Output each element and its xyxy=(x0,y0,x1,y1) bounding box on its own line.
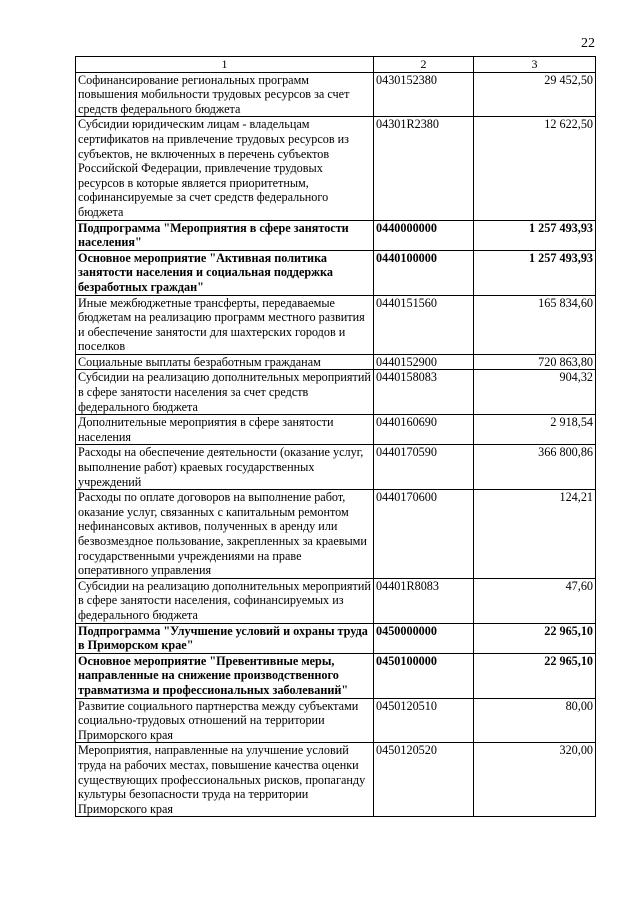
row-amount-cell: 366 800,86 xyxy=(474,445,596,490)
row-amount-cell: 124,21 xyxy=(474,490,596,579)
row-code-cell: 0440160690 xyxy=(374,415,474,445)
row-code-cell: 0450100000 xyxy=(374,653,474,698)
table-row xyxy=(76,295,596,354)
row-name-cell: Социальные выплаты безработным гражданам xyxy=(76,354,374,370)
table-row xyxy=(76,743,596,817)
table-row xyxy=(76,698,596,743)
table-row xyxy=(76,415,596,445)
table-row xyxy=(76,220,596,250)
row-code-cell: 0440151560 xyxy=(374,295,474,354)
row-amount-cell: 904,32 xyxy=(474,370,596,415)
row-code-cell: 0440100000 xyxy=(374,250,474,295)
row-name-cell: Софинансирование региональных программ повышения мобильности трудовых ресурсов за счет средств федерального бюджета xyxy=(76,72,374,117)
row-code-cell: 0450120520 xyxy=(374,743,474,817)
column-header-3: 3 xyxy=(474,57,596,73)
row-amount-cell: 320,00 xyxy=(474,743,596,817)
row-name-cell: Дополнительные мероприятия в сфере занятости населения xyxy=(76,415,374,445)
row-name-cell: Развитие социального партнерства между субъектами социально-трудовых отношений на территории Приморского края xyxy=(76,698,374,743)
row-name-cell: Подпрограмма "Мероприятия в сфере занятости населения" xyxy=(76,220,374,250)
table-header-row xyxy=(76,57,596,73)
table-row xyxy=(76,72,596,117)
row-amount-cell: 720 863,80 xyxy=(474,354,596,370)
row-code-cell: 0440158083 xyxy=(374,370,474,415)
table-row xyxy=(76,490,596,579)
table-row xyxy=(76,370,596,415)
row-name-cell: Расходы на обеспечение деятельности (оказание услуг, выполнение работ) краевых государственных учреждений xyxy=(76,445,374,490)
column-header-1: 1 xyxy=(76,57,374,73)
row-amount-cell: 29 452,50 xyxy=(474,72,596,117)
row-code-cell: 0430152380 xyxy=(374,72,474,117)
table-row xyxy=(76,623,596,653)
row-code-cell: 04301R2380 xyxy=(374,117,474,220)
row-code-cell: 0440170590 xyxy=(374,445,474,490)
row-name-cell: Субсидии на реализацию дополнительных мероприятий в сфере занятости населения, софинансируемых из федерального бюджета xyxy=(76,578,374,623)
row-name-cell: Подпрограмма "Улучшение условий и охраны труда в Приморском крае" xyxy=(76,623,374,653)
table-row xyxy=(76,354,596,370)
column-header-2: 2 xyxy=(374,57,474,73)
table-row xyxy=(76,117,596,220)
table-row xyxy=(76,653,596,698)
table-row xyxy=(76,445,596,490)
row-name-cell: Субсидии на реализацию дополнительных мероприятий в сфере занятости населения за счет средств федерального бюджета xyxy=(76,370,374,415)
row-code-cell: 0440152900 xyxy=(374,354,474,370)
row-code-cell: 0440170600 xyxy=(374,490,474,579)
row-amount-cell: 22 965,10 xyxy=(474,653,596,698)
row-name-cell: Субсидии юридическим лицам - владельцам сертификатов на привлечение трудовых ресурсов из субъектов, не включенных в перечень субъектов Российской Федерации, привлечение трудовых ресурсов в которые является приоритетным, софинансируемые за счет средств федерального бюджета xyxy=(76,117,374,220)
row-amount-cell: 2 918,54 xyxy=(474,415,596,445)
table-row xyxy=(76,250,596,295)
page-number: 22 xyxy=(581,36,595,51)
row-amount-cell: 47,60 xyxy=(474,578,596,623)
row-code-cell: 0450000000 xyxy=(374,623,474,653)
row-code-cell: 0450120510 xyxy=(374,698,474,743)
row-amount-cell: 22 965,10 xyxy=(474,623,596,653)
row-name-cell: Расходы по оплате договоров на выполнение работ, оказание услуг, связанных с капитальным ремонтом нефинансовых активов, полученных в аренду или безвозмездное пользование, закрепленных за краевыми государственными учреждениями на праве оперативного управления xyxy=(76,490,374,579)
row-name-cell: Иные межбюджетные трансферты, передаваемые бюджетам на реализацию программ местного развития и обеспечение занятости для шахтерских городов и поселков xyxy=(76,295,374,354)
row-name-cell: Основное мероприятие "Активная политика занятости населения и социальная поддержка безработных граждан" xyxy=(76,250,374,295)
row-amount-cell: 1 257 493,93 xyxy=(474,220,596,250)
row-amount-cell: 1 257 493,93 xyxy=(474,250,596,295)
budget-table xyxy=(75,56,596,817)
table-row xyxy=(76,578,596,623)
row-amount-cell: 80,00 xyxy=(474,698,596,743)
row-code-cell: 04401R8083 xyxy=(374,578,474,623)
row-code-cell: 0440000000 xyxy=(374,220,474,250)
row-name-cell: Мероприятия, направленные на улучшение условий труда на рабочих местах, повышение качества оценки существующих профессиональных рисков, пропаганду культуры безопасности труда на территории Приморского края xyxy=(76,743,374,817)
row-amount-cell: 12 622,50 xyxy=(474,117,596,220)
row-name-cell: Основное мероприятие "Превентивные меры, направленные на снижение производственного травматизма и профессиональных заболеваний" xyxy=(76,653,374,698)
row-amount-cell: 165 834,60 xyxy=(474,295,596,354)
